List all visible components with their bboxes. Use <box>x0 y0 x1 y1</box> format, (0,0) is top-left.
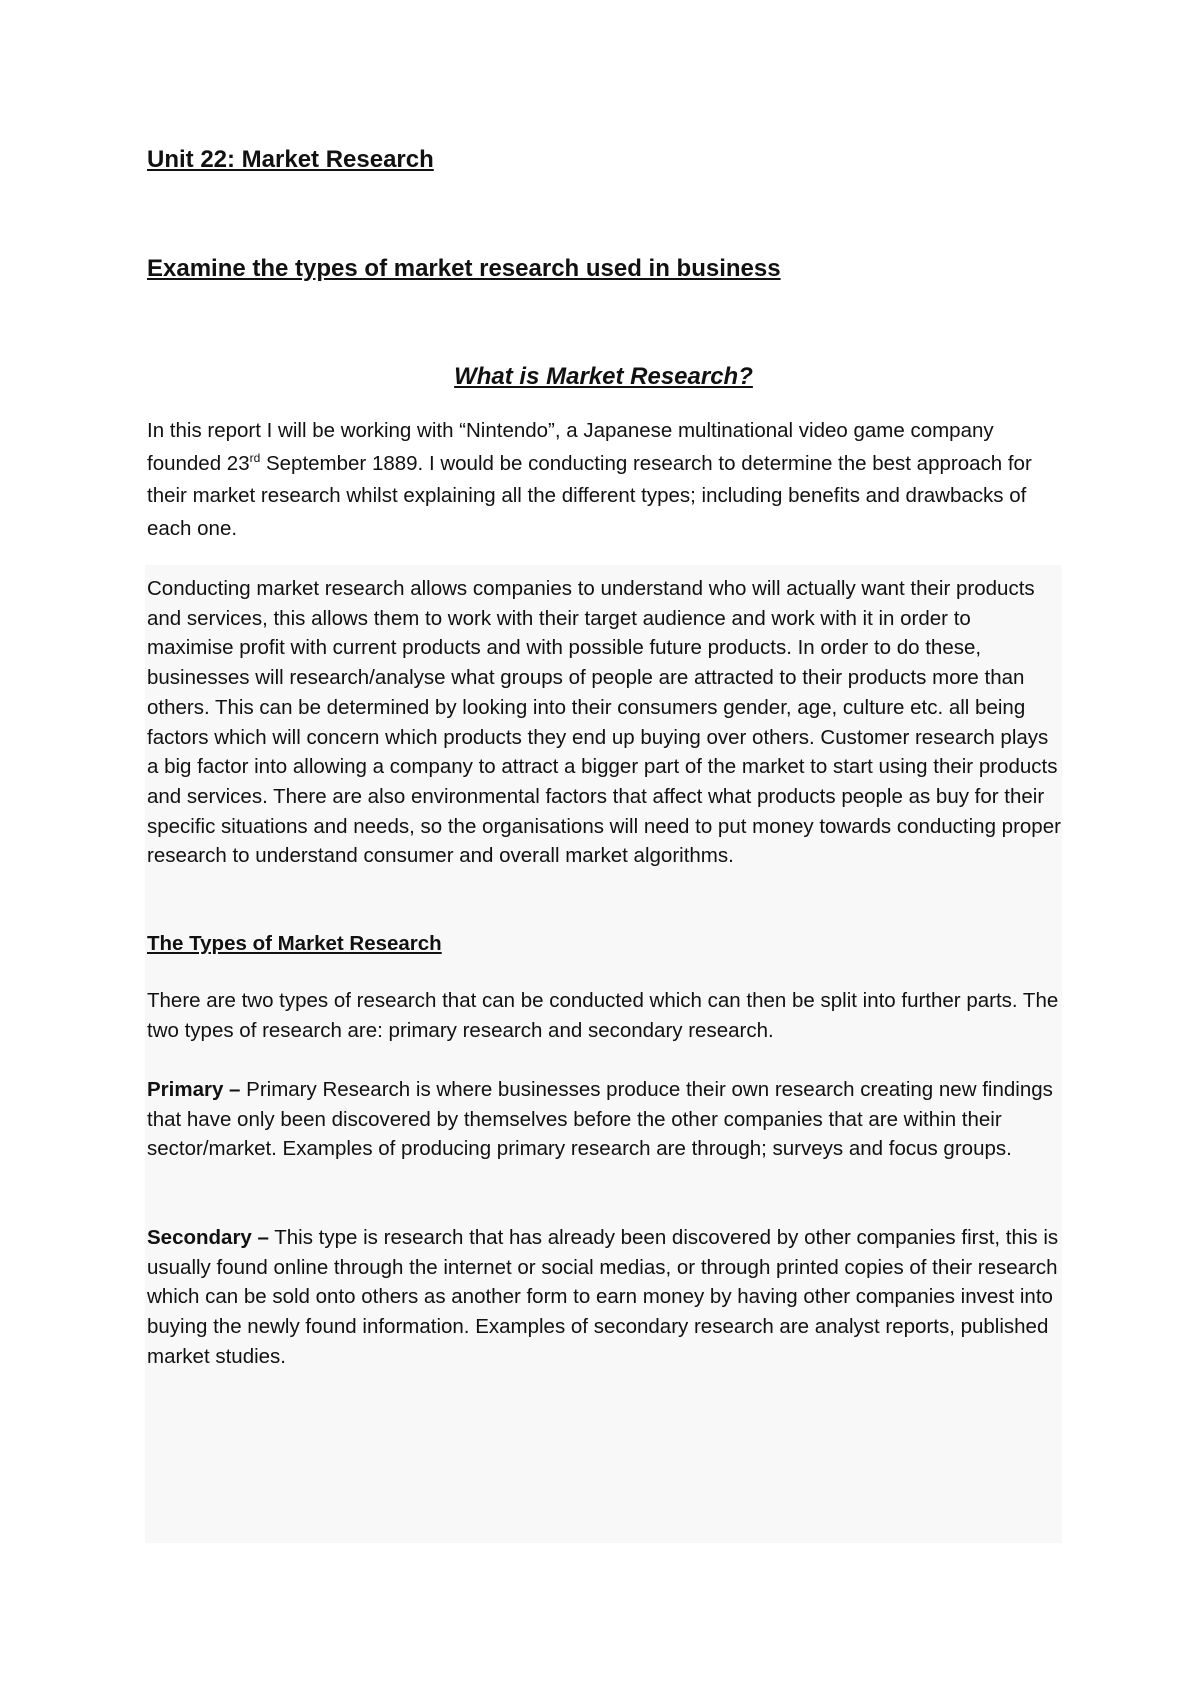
intro-paragraph <box>147 415 1062 545</box>
conducting-paragraph: Conducting market research allows companies to understand who will actually want their products and services, this allows them to work with their target audience and work with it in order to maximise profit with current products and with possible future products. In order to do these, businesses will research/analyse what groups of people are attracted to their products more than others. This can be determined by looking into their consumers gender, age, culture etc. all being factors which will concern which products they end up buying over others. Customer research plays a big factor into allowing a company to attract a bigger part of the market to start using their products and services. There are also environmental factors that affect what products people as buy for their specific situations and needs, so the organisations will need to put money towards conducting proper research to understand consumer and overall market algorithms. <box>147 577 1061 868</box>
types-heading: The Types of Market Research <box>147 932 442 955</box>
intro-text-part2: September 1889. I would be conducting research to determine the best approach for their market research whilst explaining all the different types; including benefits and drawbacks of each one. <box>147 451 1032 540</box>
primary-label: Primary – <box>147 1078 241 1101</box>
primary-text: Primary Research is where businesses produce their own research creating new findings that have only been discovered by themselves before the other companies that are within their sector/market. Examples of producing primary research are through; surveys and focus groups. <box>147 1078 1053 1161</box>
secondary-text: This type is research that has already been discovered by other companies first, this is usually found online through the internet or social medias, or through printed copies of their research which can be sold onto others as another form to earn money by having other companies invest into buying the newly found information. Examples of secondary research are analyst reports, published market studies. <box>147 1226 1059 1368</box>
date-ordinal-superscript: rd <box>249 450 261 465</box>
intro-text-part1: In this report I will be working with “Nintendo”, a Japanese multinational video game company founded 23 <box>147 419 994 475</box>
primary-paragraph <box>147 1075 1062 1164</box>
secondary-label: Secondary – <box>147 1226 269 1249</box>
unit-title: Unit 22: Market Research <box>147 146 434 173</box>
types-paragraph: There are two types of research that can be conducted which can then be split into further parts. The two types of research are: primary research and secondary research. <box>147 989 1059 1042</box>
secondary-paragraph <box>147 1223 1062 1372</box>
task-title: Examine the types of market research used in business <box>147 255 781 282</box>
section-heading: What is Market Research? <box>454 363 753 390</box>
